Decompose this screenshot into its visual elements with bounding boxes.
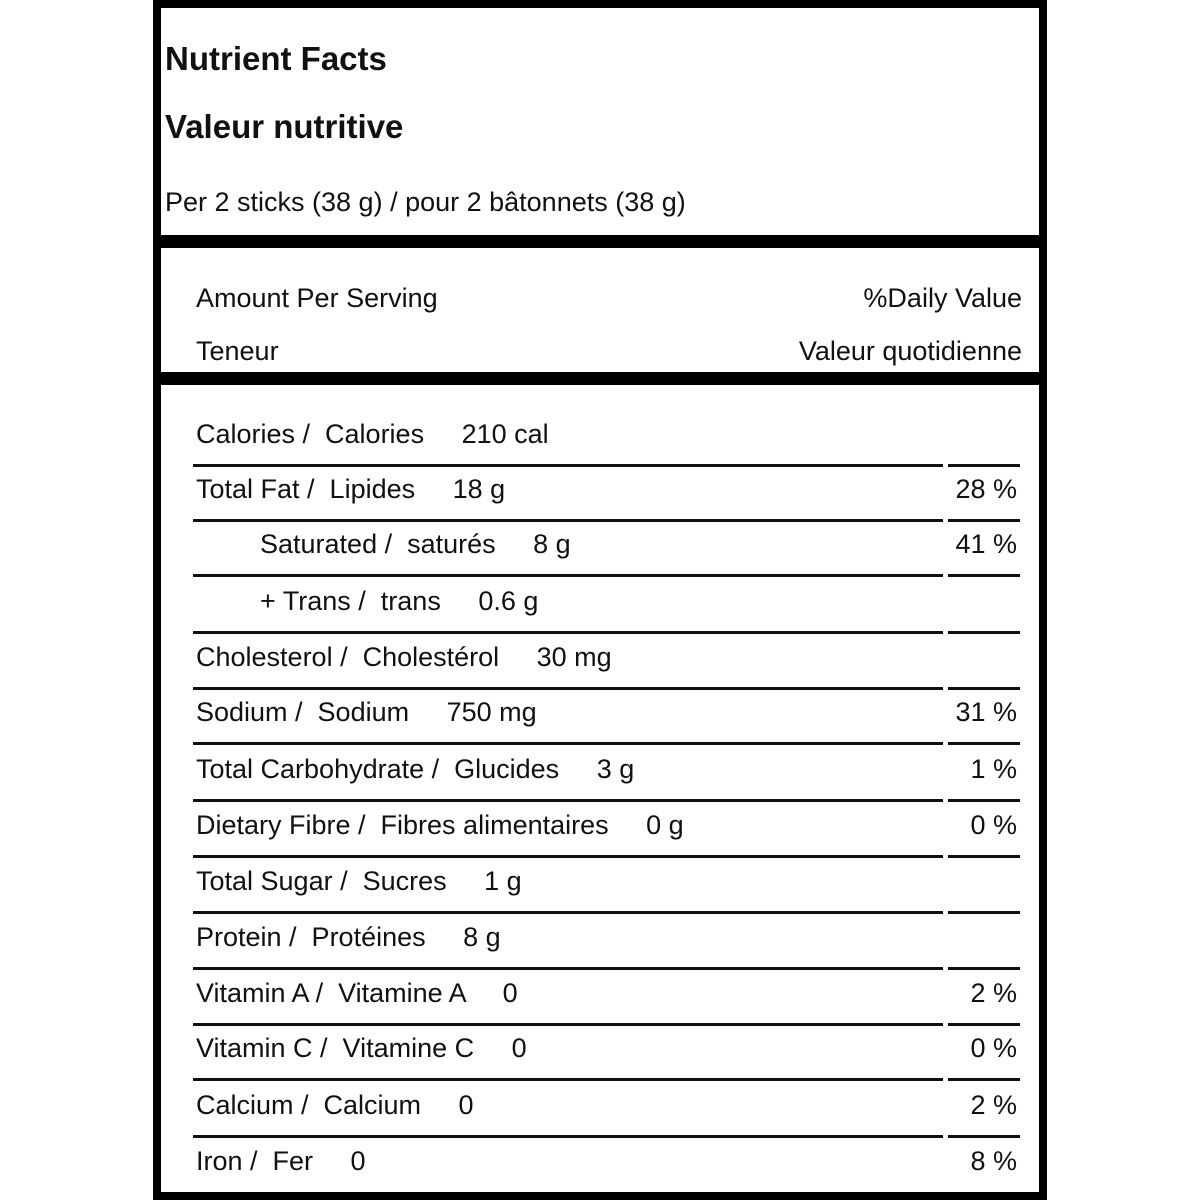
nutrient-row: [0, 1138, 1200, 1194]
nutrient-daily-value: 31 %: [955, 697, 1017, 727]
nutrient-label: Vitamin A / Vitamine A 0: [196, 978, 518, 1008]
daily-value-header-fr: Valeur quotidienne: [798, 336, 1022, 366]
title-english: Nutrient Facts: [165, 40, 387, 77]
nutrient-row: [0, 411, 1200, 467]
amount-header-fr: Teneur: [196, 336, 279, 366]
nutrient-label: Dietary Fibre / Fibres alimentaires 0 g: [196, 810, 684, 840]
nutrient-label: Calcium / Calcium 0: [196, 1090, 474, 1120]
nutrient-row: [0, 858, 1200, 914]
nutrient-row: [0, 1025, 1200, 1081]
nutrient-row: [0, 914, 1200, 970]
row-rule: [193, 574, 943, 577]
row-rule-dv: [948, 742, 1020, 745]
nutrient-daily-value: 8 %: [970, 1146, 1017, 1176]
nutrient-row: [0, 578, 1200, 634]
nutrient-daily-value: 2 %: [970, 978, 1017, 1008]
nutrient-label: + Trans / trans 0.6 g: [260, 586, 539, 616]
nutrient-daily-value: 0 %: [970, 810, 1017, 840]
section-divider-bottom: [153, 372, 1047, 385]
nutrient-row: [0, 746, 1200, 802]
nutrient-label: Sodium / Sodium 750 mg: [196, 697, 537, 727]
nutrient-row: [0, 1082, 1200, 1138]
nutrient-row: [0, 634, 1200, 690]
amount-header-en: Amount Per Serving: [196, 283, 438, 313]
section-divider-top: [153, 235, 1047, 248]
frame-top-border: [153, 0, 1047, 8]
row-rule: [193, 742, 943, 745]
nutrient-row: [0, 466, 1200, 522]
nutrient-label: Calories / Calories 210 cal: [196, 419, 549, 449]
row-rule: [193, 1078, 943, 1081]
nutrient-row: [0, 689, 1200, 745]
nutrient-label: Total Carbohydrate / Glucides 3 g: [196, 754, 635, 784]
row-rule-dv: [948, 574, 1020, 577]
nutrient-daily-value: 1 %: [970, 754, 1017, 784]
nutrient-daily-value: 2 %: [970, 1090, 1017, 1120]
nutrient-label: Protein / Protéines 8 g: [196, 922, 501, 952]
nutrient-daily-value: 0 %: [970, 1033, 1017, 1063]
row-rule-dv: [948, 1078, 1020, 1081]
nutrient-label: Vitamin C / Vitamine C 0: [196, 1033, 527, 1063]
title-french: Valeur nutritive: [165, 108, 404, 145]
nutrient-daily-value: 41 %: [955, 529, 1017, 559]
nutrient-daily-value: 28 %: [955, 474, 1017, 504]
nutrient-row: [0, 802, 1200, 858]
daily-value-header-en: %Daily Value: [863, 283, 1022, 313]
nutrient-label: Total Sugar / Sucres 1 g: [196, 866, 522, 896]
serving-size: Per 2 sticks (38 g) / pour 2 bâtonnets (38 g): [165, 187, 686, 217]
nutrient-label: Total Fat / Lipides 18 g: [196, 474, 506, 504]
nutrient-row: [0, 521, 1200, 577]
nutrient-label: Cholesterol / Cholestérol 30 mg: [196, 642, 612, 672]
nutrient-row: [0, 970, 1200, 1026]
nutrient-label: Saturated / saturés 8 g: [260, 529, 571, 559]
nutrient-label: Iron / Fer 0: [196, 1146, 366, 1176]
